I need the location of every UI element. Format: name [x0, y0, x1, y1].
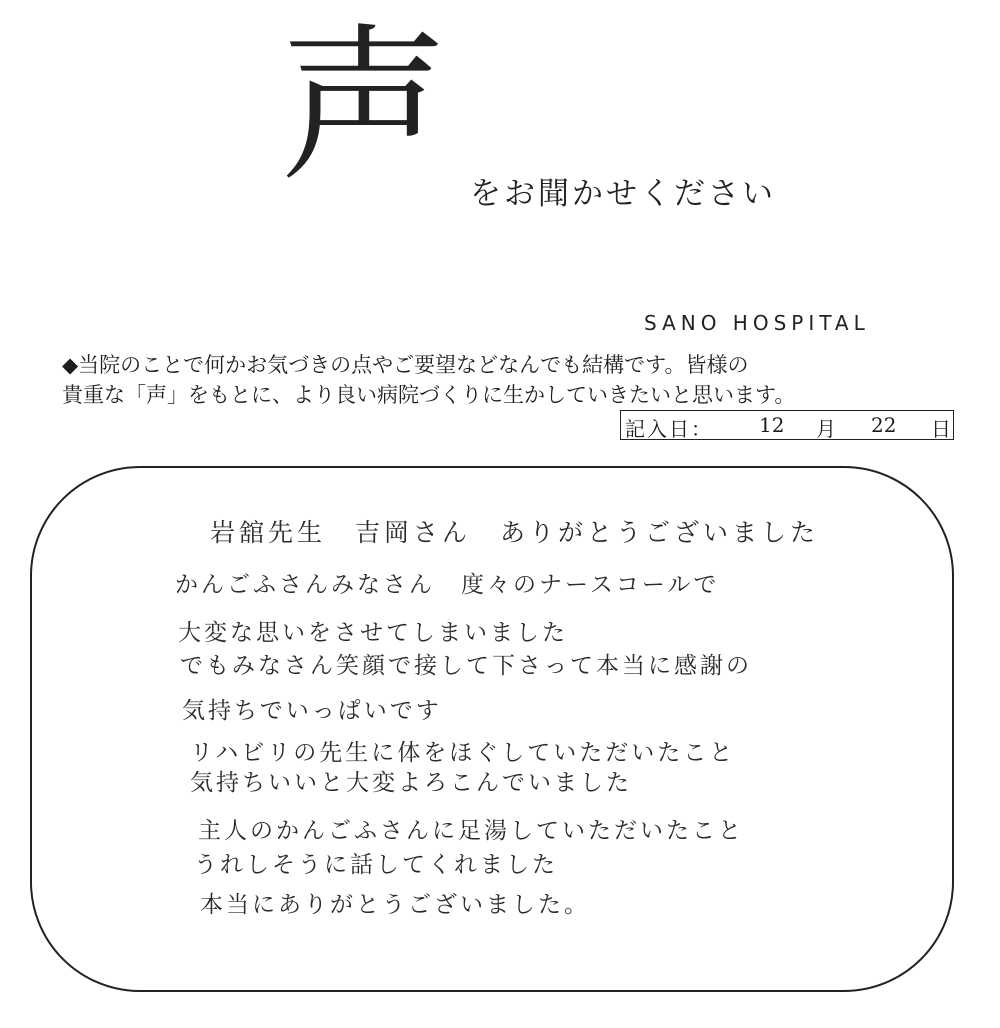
date-day-value: 22 — [871, 413, 897, 437]
intro-line-1: ◆当院のことで何かお気づきの点やご要望などなんでも結構です。皆様の — [62, 353, 749, 377]
message-line: リハビリの先生に体をほぐしていただいたこと — [190, 740, 736, 766]
message-line: かんごふさんみなさん 度々のナースコールで — [175, 572, 720, 598]
hospital-name: SANO HOSPITAL — [644, 311, 870, 335]
message-line: 大変な思いをさせてしまいました — [178, 620, 568, 646]
date-month-unit: 月 — [816, 417, 836, 441]
title-kanji-voice: 声 — [280, 8, 448, 204]
title-subtext: をお聞かせください — [470, 176, 776, 212]
message-line: 気持ちいいと大変よろこんでいました — [190, 770, 632, 796]
date-field — [620, 410, 954, 440]
message-line: うれしそうに話してくれました — [194, 852, 558, 878]
date-day-unit: 日 — [931, 417, 951, 441]
date-label: 記入日： — [625, 417, 713, 441]
intro-line-2: 貴重な「声」をもとに、より良い病院づくりに生かしていきたいと思います。 — [62, 383, 796, 407]
intro-text — [62, 350, 962, 410]
message-line: 本当にありがとうございました。 — [200, 892, 590, 918]
message-line: 主人のかんごふさんに足湯していただいたこと — [198, 818, 744, 844]
message-line: でもみなさん笑顔で接して下さって本当に感謝の — [180, 653, 752, 679]
message-line: 気持ちでいっぱいです — [182, 698, 442, 724]
message-line: 岩舘先生 吉岡さん ありがとうございました — [210, 518, 820, 547]
date-month-value: 12 — [759, 413, 785, 437]
